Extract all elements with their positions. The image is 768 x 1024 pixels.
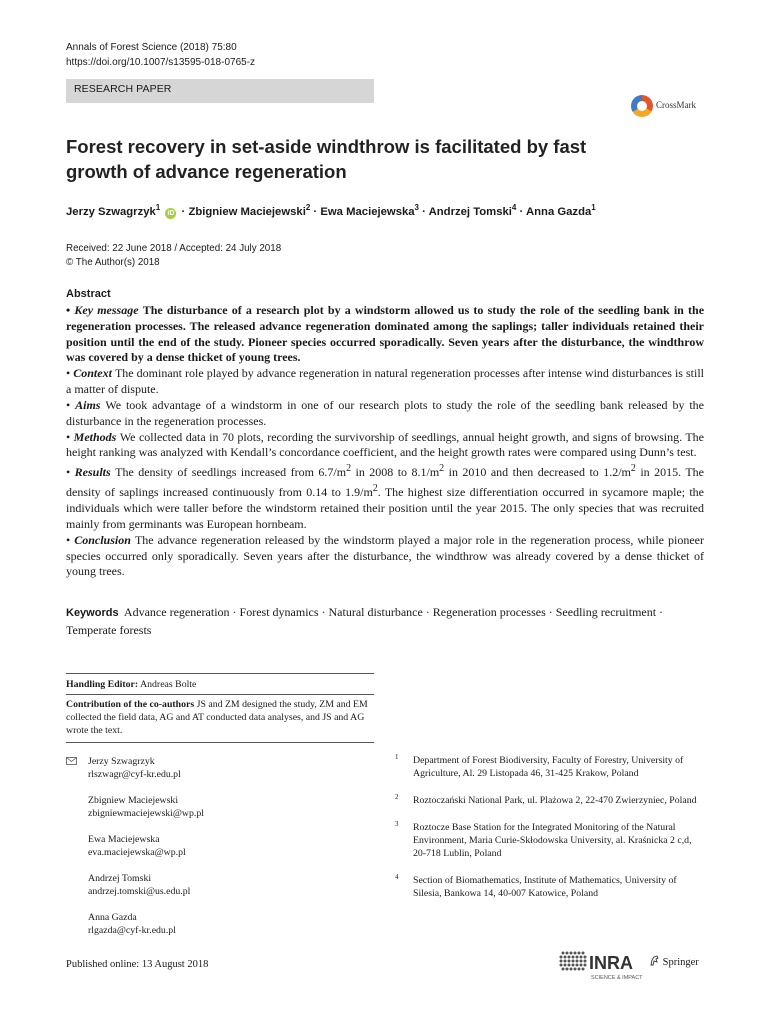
results-label: Results <box>74 465 111 480</box>
contribution-label: Contribution of the co-authors <box>66 699 195 710</box>
crossmark-label: CrossMark <box>656 100 696 110</box>
contact-name: Zbigniew Maciejewski <box>88 795 179 806</box>
contact-name: Jerzy Szwagrzyk <box>88 756 155 767</box>
orcid-icon[interactable]: iD <box>167 209 175 217</box>
contact-name: Anna Gazda <box>88 912 137 923</box>
doi-link[interactable]: https://doi.org/10.1007/s13595-018-0765-z <box>66 57 256 68</box>
author-affiliation-number: 1 <box>591 203 596 212</box>
affiliation-item <box>395 754 707 780</box>
contact-email[interactable]: eva.maciejewska@wp.pl <box>88 846 186 858</box>
key-message-text: The disturbance of a research plot by a windstorm allowed us to study the role of the seedling bank in the regeneration processes. The released advance regeneration dominated among the saplings; taller individuals retained their position until the end of the study. Pioneer species occurred sporadically. Seven years after the disturbance, the windthrow was covered by a dense thicket of young trees. <box>66 302 705 365</box>
affiliation-text: Section of Biomathematics, Institute of Mathematics, University of Silesia, Bankowa 14, 40-007 Katowice, Poland <box>413 875 677 899</box>
affiliation-text: Department of Forest Biodiversity, Faculty of Forestry, University of Agriculture, Al. 29 Listopada 46, 31-425 Krakow, Poland <box>413 755 684 779</box>
author-contacts <box>66 756 366 951</box>
keywords-label: Keywords <box>66 607 119 619</box>
affiliation-text: Roztoczański National Park, ul. Plażowa 2, 22-470 Zwierzyniec, Poland <box>413 795 697 806</box>
keywords-text: Advance regeneration · Forest dynamics · Natural disturbance · Regeneration processes · Seedling recruitment · Temperate forests <box>66 605 664 637</box>
affiliation-text: Roztocze Base Station for the Integrated Monitoring of the Natural Environment, Maria Curie-Skłodowska University, al. Kraśnicka 2 c,d, 20-718 Lublin, Poland <box>413 822 692 859</box>
author-name: Zbigniew Maciejewski <box>188 205 306 218</box>
contribution-text: JS and ZM designed the study, ZM and EM collected the field data, AG and AT conducted data analyses, and JS and AG wrote the text. <box>66 699 368 736</box>
author-name: Andrzej Tomski <box>428 205 512 218</box>
contact-item <box>66 912 366 937</box>
abstract <box>66 287 704 580</box>
journal-name: Annals of Forest Science (2018) 75:80 <box>66 42 237 53</box>
divider <box>66 694 374 695</box>
author-affiliation-number: 1 <box>155 203 161 212</box>
affiliation-item <box>395 821 707 860</box>
springer-wordmark: Springer <box>662 957 699 968</box>
author-contribution <box>66 698 378 737</box>
affiliation-item <box>395 794 707 807</box>
abstract-heading: Abstract <box>66 288 111 300</box>
affiliation-number: 4 <box>395 873 399 881</box>
article-type-label: RESEARCH PAPER <box>74 83 172 95</box>
abstract-conclusion: • Conclusion The advance regeneration released by the windstorm played a major role in the regeneration process, while pioneer species occurred only sporadically. Seven years after the disturbance, the windthrow was already covered by a dense thicket of young trees. <box>66 532 705 579</box>
article-title: Forest recovery in set-aside windthrow is facilitated by fast growth of advance regeneration <box>66 136 587 182</box>
springer-logo <box>649 955 699 968</box>
aims-label: Aims <box>75 397 101 412</box>
contact-name: Ewa Maciejewska <box>88 834 160 845</box>
affiliation-number: 2 <box>395 793 399 801</box>
crossmark-badge[interactable] <box>631 95 707 121</box>
contact-email[interactable]: zbigniewmaciejewski@wp.pl <box>88 807 204 819</box>
abstract-methods: • Methods We collected data in 70 plots, recording the survivorship of seedlings, annual height growth, and signs of browsing. The height ranking was analyzed with Kendall’s concordance coefficient, and the height growth rates were compared using Dunn’s test. <box>66 429 705 460</box>
inra-wordmark: INRA <box>589 953 633 973</box>
article-dates <box>66 242 281 270</box>
author-name: Jerzy Szwagrzyk <box>66 205 156 218</box>
copyright: © The Author(s) 2018 <box>66 257 160 268</box>
inra-tagline: SCIENCE & IMPACT <box>591 975 643 981</box>
received-accepted: Received: 22 June 2018 / Accepted: 24 July 2018 <box>66 243 282 254</box>
context-text: The dominant role played by advance regeneration in natural regeneration processes after intense wind disturbances is still a matter of dispute. <box>66 366 705 397</box>
contact-item <box>66 834 366 859</box>
key-message-label: Key message <box>74 302 139 317</box>
handling-editor-label: Handling Editor: <box>66 679 139 690</box>
affiliation-number: 3 <box>395 820 399 828</box>
contact-name: Andrzej Tomski <box>88 873 152 884</box>
conclusion-text: The advance regeneration released by the windstorm played a major role in the regeneration process, while pioneer species occurred only sporadically. Seven years after the disturbance, the windthrow was already covered by a dense thicket of young trees. <box>66 532 705 579</box>
contact-item <box>66 756 366 781</box>
journal-header <box>66 40 255 70</box>
springer-horse-icon <box>649 955 660 966</box>
results-text: The density of seedlings increased from $6.7/m^2$ in 2008 to $8.1/m^2$ in 2010 and then decreased to $1.2/m^2$ in 2015. The density of saplings increased continuously from 0.14 to $1.9/m^2$. The highest size differentiation occurred in sycamore maple; the individuals which were taller before the windstorm retained their position until the year 2015. The only species that was recruited mainly from germinants was European hornbeam. <box>66 463 705 531</box>
methods-text: We collected data in 70 plots, recording the survivorship of seedlings, annual height growth, and signs of browsing. The height ranking was analyzed with Kendall’s concordance coefficient, and the height growth rates were compared using Dunn’s test. <box>66 429 705 460</box>
contact-item <box>66 873 366 898</box>
contact-item <box>66 795 366 820</box>
contact-email[interactable]: andrzej.tomski@us.edu.pl <box>88 885 191 897</box>
envelope-icon <box>66 757 77 765</box>
author-affiliation-number: 4 <box>511 203 517 212</box>
affiliation-number: 1 <box>395 753 399 761</box>
author-list: Jerzy Szwagrzyk$^1$ iD · Zbigniew Maciejewski$^2$ · Ewa Maciejewska$^3$ · Andrzej Tomski$^4$ · Anna Gazda$^1$ <box>66 203 596 218</box>
article-type-banner <box>66 79 374 103</box>
affiliations <box>395 754 707 914</box>
abstract-aims: • Aims We took advantage of a windstorm in one of our research plots to study the role of the seedling bank released by the disturbance in the regeneration processes. <box>66 397 705 428</box>
keywords <box>66 604 704 639</box>
author-name: Anna Gazda <box>525 205 592 218</box>
contact-email[interactable]: rlszwagr@cyf-kr.edu.pl <box>88 768 181 780</box>
contact-email[interactable]: rlgazda@cyf-kr.edu.pl <box>88 924 176 936</box>
divider <box>66 673 374 674</box>
methods-label: Methods <box>73 429 117 444</box>
conclusion-label: Conclusion <box>74 532 131 547</box>
author-name: Ewa Maciejewska <box>320 205 415 218</box>
aims-text: We took advantage of a windstorm in one of our research plots to study the role of the seedling bank released by the disturbance in the regeneration processes. <box>66 397 705 428</box>
affiliation-item <box>395 874 707 900</box>
divider <box>66 742 374 743</box>
handling-editor <box>66 679 196 690</box>
handling-editor-name: Andreas Bolte <box>140 679 197 690</box>
abstract-results: • Results The density of seedlings increased from $6.7/m^2$ in 2008 to $8.1/m^2$ in 2010 and then decreased to $1.2/m^2$ in 2015. The density of saplings increased continuously from 0.14 to $1.9/m^2$. The highest size differentiation occurred in sycamore maple; the individuals which were taller before the windstorm retained their position until the year 2015. The only species that was recruited mainly from germinants was European hornbeam. <box>66 463 705 531</box>
inra-logo <box>558 943 646 983</box>
context-label: Context <box>73 366 112 381</box>
crossmark-icon <box>631 95 653 117</box>
abstract-key-message: • Key message The disturbance of a research plot by a windstorm allowed us to study the role of the seedling bank in the regeneration processes. The released advance regeneration dominated among the saplings; taller individuals retained their position until the end of the study. Pioneer species occurred sporadically. Seven years after the disturbance, the windthrow was covered by a dense thicket of young trees. <box>66 302 705 365</box>
abstract-context: • Context The dominant role played by advance regeneration in natural regeneration processes after intense wind disturbances is still a matter of dispute. <box>66 366 705 397</box>
published-online: Published online: 13 August 2018 <box>66 959 209 970</box>
author-affiliation-number: 2 <box>305 203 311 212</box>
author-affiliation-number: 3 <box>414 203 419 212</box>
